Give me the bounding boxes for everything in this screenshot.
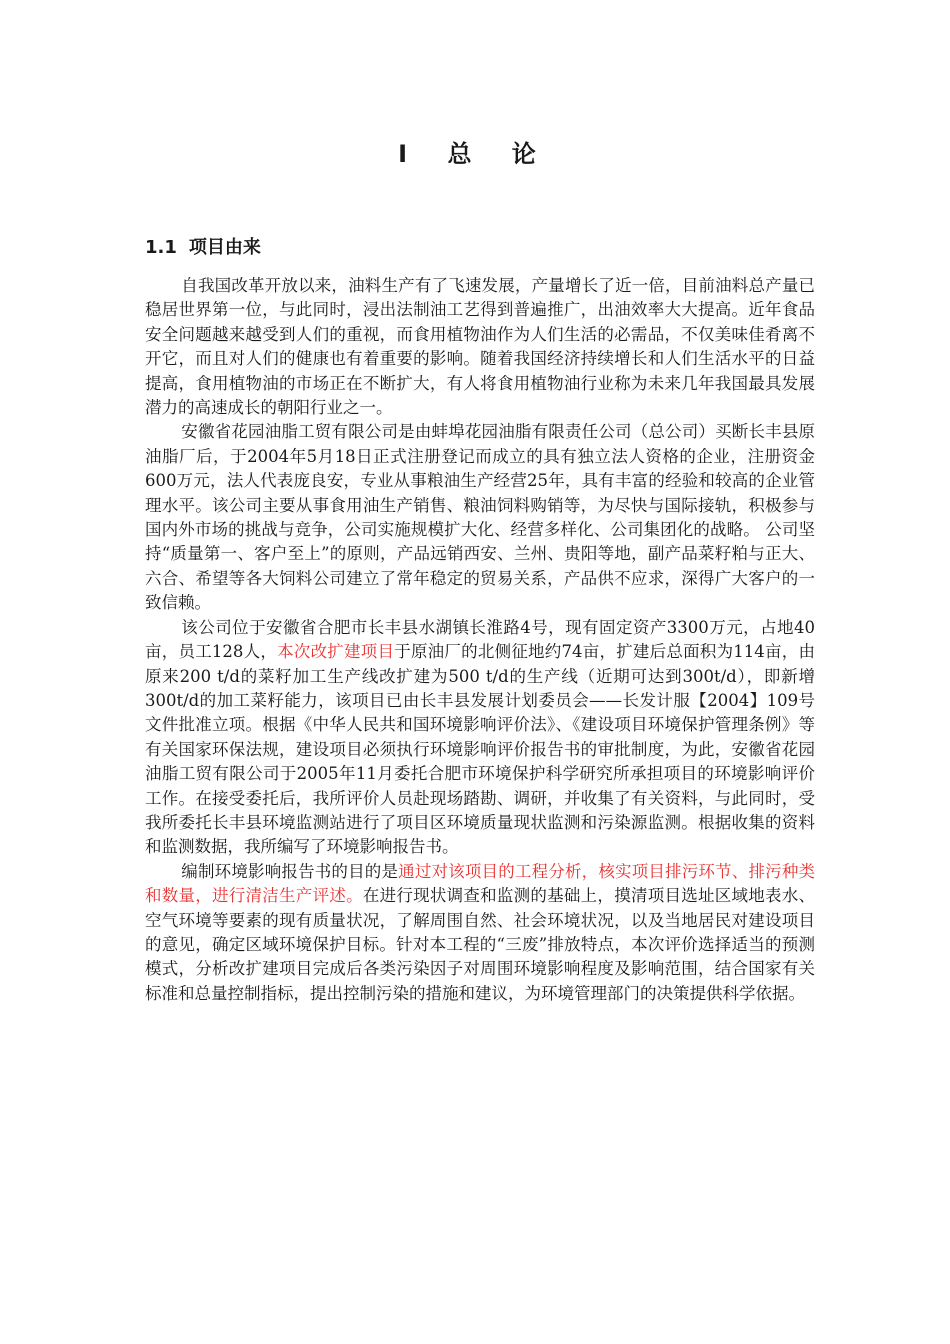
paragraph-text: 在进行现状调查和监测的基础上，摸清项目选址区域地表水、空气环境等要素的现有质量状况，了解周围自然、社会环境状况，以及当地居民对建设项目的意见，确定区域环境保护目标。针对本工程的“三废”排放特点，本次评价选择适当的预测模式，分析改扩建项目完成后各类污染因子对周围环境影响程度及影响范围，结合国家有关标准和总量控制指标，提出控制污染的措施和建议，为环境管理部门的决策提供科学依据。 [145,886,816,1003]
section-number: 1.1 [145,237,177,258]
paragraph-text: 该公司位于安徽省合肥市长丰县水湖镇长淮路4号，现有固定资产3300万元，占地40亩，员工128人， [145,617,815,662]
paragraph-project-overview [145,616,815,860]
paragraph-company-profile: 安徽省花园油脂工贸有限公司是由蚌埠花园油脂有限责任公司（总公司）买断长丰县原油脂厂后，于2004年5月18日正式注册登记而成立的具有独立法人资格的企业，注册资金600万元，法人代表庞良安，专业从事粮油生产经营25年，具有丰富的经验和较高的企业管理水平。该公司主要从事食用油生产销售、粮油饲料购销等，为尽快与国际接轨，积极参与国内外市场的挑战与竞争，公司实施规模扩大化、经营多样化、公司集团化的战略。 公司坚持“质量第一、客户至上”的原则，产品远销西安、兰州、贵阳等地，副产品菜籽粕与正大、六合、希望等各大饲料公司建立了常年稳定的贸易关系，产品供不应求，深得广大客户的一致信赖。 [145,422,815,613]
paragraph-background: 自我国改革开放以来，油料生产有了飞速发展，产量增长了近一倍，目前油料总产量已稳居世界第一位，与此同时，浸出法制油工艺得到普遍推广，出油效率大大提高。近年食品安全问题越来越受到人们的重视，而食用植物油作为人们生活的必需品，不仅美味佳肴离不开它，而且对人们的健康也有着重要的影响。随着我国经济持续增长和人们生活水平的日益提高，食用植物油的市场正在不断扩大，有人将食用植物油行业称为未来几年我国最具发展潜力的高速成长的朝阳行业之一。 [145,276,815,418]
section-title: 项目由来 [188,237,261,258]
paragraph-text: 于原油厂的北侧征地约74亩，扩建后总面积为114亩，由原来200 t/d的菜籽加工生产线改扩建为500 t/d的生产线（近期可达到300t/d），即新增300t/d的加工菜籽能力，该项目已由长丰县发展计划委员会——长发计服【2004】109号文件批准立项。根据《中华人民共和国环境影响评价法》、《建设项目环境保护管理条例》等有关国家环保法规，建设项目必须执行环境影响评价报告书的审批制度，为此，安徽省花园油脂工贸有限公司于2005年11月委托合肥市环境保护科学研究所承担项目的环境影响评价工作。在接受委托后，我所评价人员赴现场踏勘、调研，并收集了有关资料，与此同时，受我所委托长丰县环境监测站进行了项目区环境质量现状监测和污染源监测。根据收集的资料和监测数据，我所编写了环境影响报告书。 [145,642,815,857]
highlighted-text: 本次改扩建项目 [277,642,395,662]
highlighted-text: 通过对该项目的工程分析，核实项目排污环节、排污种类和数量，进行清洁生产评述。 [145,861,816,906]
body-text [145,274,815,1006]
paragraph-text: 编制环境影响报告书的目的是 [181,861,399,881]
paragraph-report-purpose [145,860,815,1006]
chapter-title: Ⅰ 总 论 [398,140,552,168]
section-heading [145,234,261,262]
